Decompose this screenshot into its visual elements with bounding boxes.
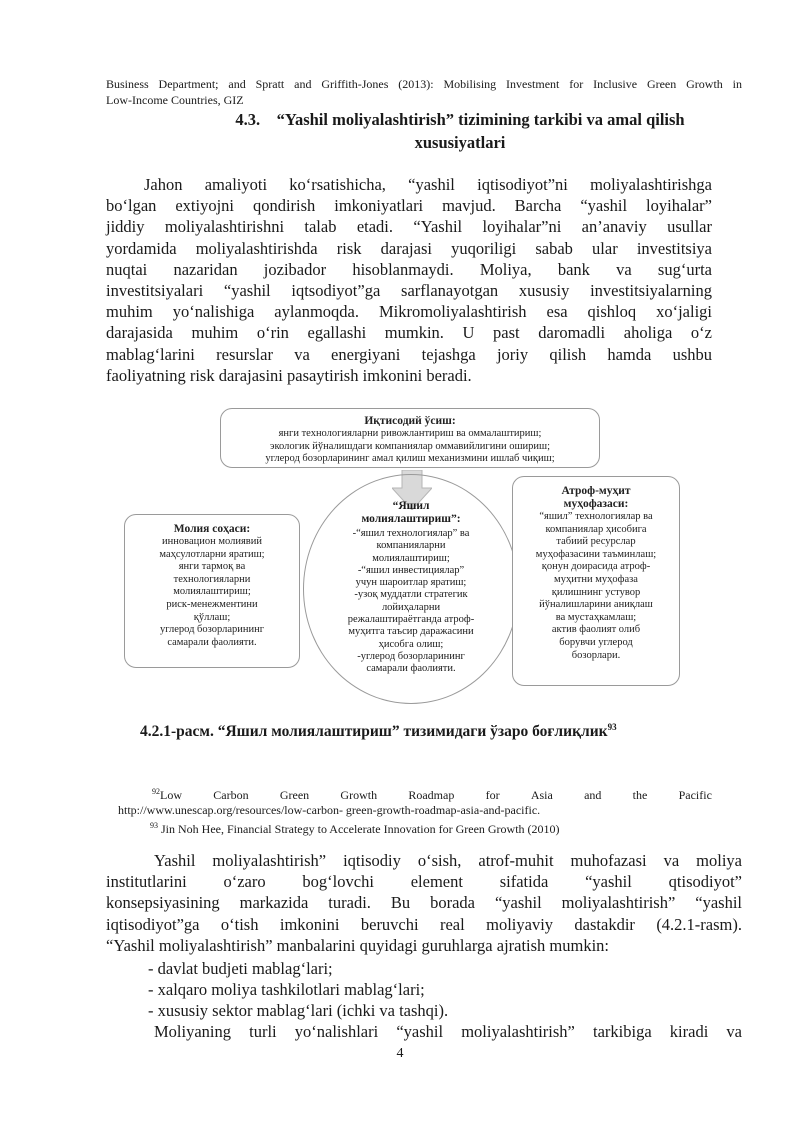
diagram — [120, 408, 690, 708]
green-finance-line: компанияларни — [376, 540, 446, 552]
green-finance-line: молиялаштириш; — [372, 552, 450, 564]
footnote-92-word: Pacific — [678, 788, 712, 802]
footnote-92-word: Green — [279, 788, 310, 802]
figure-caption — [140, 722, 617, 741]
finance-sector-line: молиялаштириш; — [173, 586, 251, 598]
finance-sector-line: қўллаш; — [193, 611, 231, 623]
paragraph-line: bo‘lgan extiyojni qondirish imkoniyatlari mavjud. Barcha “yashil loyihalar” — [106, 196, 712, 216]
paragraph-line: darajasida muhim o‘rin egallashi mumkin. U past daromadli aholiga o‘z — [106, 323, 712, 343]
finance-sector-line: янги тармоқ ва — [178, 561, 246, 573]
environment-line: қонун доирасида атроф- — [541, 561, 651, 573]
economic-growth-title: Иқтисодий ўсиш: — [364, 415, 456, 427]
footnote-92-word: Asia — [530, 788, 553, 802]
paragraph-line: Yashil moliyalashtirish” iqtisodiy o‘sish, atrof-muhit muhofazasi va moliya — [154, 851, 742, 870]
paragraph-line: konsepsiyasining markazida turadi. Bu borada “yashil moliyalashtirish” “yashil — [106, 893, 742, 913]
green-finance-title-2: молиялаштириш”: — [361, 513, 461, 525]
green-finance-line: режалаштираётганда атроф- — [347, 614, 475, 626]
economic-growth-line: янги технологияларни ривожлантириш ва оммалаштириш; — [278, 428, 542, 439]
reference-line-2: Low-Income Countries, GIZ — [106, 93, 244, 107]
footnote-92 — [118, 788, 712, 818]
paragraph-line: mablag‘larini resurslar va energiyani tejashga joriy qilish hamda ushbu — [106, 344, 712, 364]
environment-line: муҳитни муҳофаза — [554, 573, 638, 585]
green-finance-line: самарали фаолияти. — [366, 663, 456, 675]
reference-text — [106, 76, 742, 108]
green-finance-line: учун шароитлар яратиш; — [355, 577, 467, 589]
footnote-93-text: Jin Noh Hee, Financial Strategy to Accelerate Innovation for Green Growth (2010) — [161, 822, 560, 836]
continuation-paragraph — [154, 1021, 742, 1042]
footnote-92-mark: 92 — [152, 787, 160, 796]
environment-line: ва мустаҳкамлаш; — [555, 611, 637, 623]
footnote-93-mark: 93 — [150, 821, 158, 830]
environment-line: қилишнинг устувор — [551, 586, 641, 598]
section-number: 4.3. — [235, 110, 261, 129]
footnote-92-word: for — [485, 788, 500, 802]
environment-title-2: муҳофазаси: — [563, 498, 629, 510]
reference-line-1: Business Department; and Spratt and Griffith-Jones (2013): Mobilising Investment for Inclusive Green Growth in — [106, 77, 742, 91]
paragraph-line: muhim yo‘nalishiga aylanmoqda. Mikromoliyalashtirish esa qishloq xo‘jaligi — [106, 302, 712, 322]
finance-sector-title: Молия соҳаси: — [173, 523, 251, 535]
green-finance-line: -“яшил технологиялар” ва — [352, 528, 470, 539]
environment-line: йўналишларини аниқлаш — [539, 599, 653, 611]
footnote-92-word: Growth — [340, 788, 378, 802]
finance-sector-line: риск-менежментини — [166, 598, 258, 610]
sources-list — [148, 958, 448, 1021]
section-title-line-1: “Yashil moliyalashtirish” tizimining tarkibi va amal qilish — [276, 110, 685, 129]
paragraph-line: “Yashil moliyalashtirish” manbalarini quyidagi guruhlarga ajratish mumkin: — [106, 935, 610, 955]
green-finance-line: муҳитга таъсир даражасини — [348, 626, 474, 638]
paragraph-line: yordamida moliyalashtirishda risk darajasi yuqoriligi sabab ular investitsiya — [106, 238, 712, 258]
finance-sector-line: самарали фаолияти. — [167, 636, 257, 648]
list-item: - xususiy sektor mablag‘lari (ichki va tashqi). — [148, 1001, 449, 1020]
footnote-92-word: Roadmap — [408, 788, 455, 802]
green-finance-text — [310, 500, 512, 676]
green-finance-line: -“яшил инвестициялар” — [357, 564, 465, 576]
finance-sector-line: технологияларни — [173, 573, 251, 585]
paragraph-1 — [106, 174, 712, 386]
finance-sector-line: маҳсулотларни яратиш; — [159, 548, 265, 560]
footnote-92-word: and — [584, 788, 602, 802]
paragraph-line: nuqtai nazaridan jozibador hisoblanmaydi. Moliya, bank va sug‘urta — [106, 259, 712, 279]
figure-caption-text: 4.2.1-расм. “Яшил молиялаштириш” тизимидаги ўзаро боғлиқлик — [140, 723, 608, 741]
section-heading — [200, 108, 720, 154]
footnote-92-word: Low — [160, 788, 182, 802]
environment-line: муҳофазасини таъминлаш; — [535, 548, 657, 560]
environment-line: актив фаолият олиб — [551, 624, 641, 636]
environment-title-1: Атроф-муҳит — [561, 485, 631, 497]
finance-sector-line: инновацион молиявий — [162, 536, 262, 547]
green-finance-line: -углерод бозорларининг — [357, 650, 465, 662]
finance-sector-box — [124, 514, 300, 668]
footnote-92-word: Carbon — [213, 788, 249, 802]
green-finance-line: ҳисобга олиш; — [378, 638, 444, 650]
environment-line: бозорлари. — [571, 649, 621, 661]
footnote-ref-93: 93 — [607, 722, 617, 732]
footnote-92-url[interactable]: http://www.unescap.org/resources/low-carbon- green-growth-roadmap-asia-and-pacific. — [118, 803, 541, 817]
paragraph-line: Jahon amaliyoti ko‘rsatishicha, “yashil iqtisodiyot”ni moliyalashtirishga — [144, 175, 712, 194]
paragraph-line: faoliyatning risk darajasini pasaytirish imkonini beradi. — [106, 365, 472, 385]
economic-growth-line: углерод бозорларининг амал қилиш механизмини ишлаб чиқиш; — [265, 453, 555, 465]
page-number: 4 — [396, 1046, 404, 1061]
environment-box — [512, 476, 680, 686]
footnote-92-word: the — [632, 788, 648, 802]
paragraph-line: jiddiy moliyalashtirishni talab etadi. “Yashil loyihalar”ni an’anaviy usullar — [106, 217, 712, 237]
paragraph-line: investitsiyalari “yashil iqtsodiyot”ga sarflanayotgan xususiy investitsiyalarning — [106, 281, 712, 301]
paragraph-line: iqtisodiyot”ga o‘tish imkonini beruvchi real moliyaviy dastakdir (4.2.1-rasm). — [106, 914, 742, 934]
list-item: - davlat budjeti mablag‘lari; — [148, 959, 333, 978]
footnote-93 — [150, 818, 560, 837]
footnote-92-line — [118, 788, 712, 803]
green-finance-line: лойиҳаларни — [381, 601, 441, 613]
finance-sector-line: углерод бозорларининг — [159, 624, 265, 636]
environment-line: компаниялар ҳисобига — [545, 523, 647, 535]
paragraph-2 — [106, 850, 742, 956]
list-item: - xalqaro moliya tashkilotlari mablag‘lari; — [148, 980, 425, 999]
environment-line: “яшил” технологиялар ва — [539, 511, 653, 522]
section-title-line-2: xususiyatlari — [414, 133, 506, 152]
economic-growth-box — [220, 408, 600, 468]
environment-line: табиий ресурслар — [556, 536, 636, 548]
green-finance-title-1: “Яшил — [392, 500, 430, 512]
environment-line: борувчи углерод — [559, 636, 633, 648]
economic-growth-line: экологик йўналишдаги компаниялар оммавийлигини ошириш; — [269, 440, 551, 452]
green-finance-line: -узоқ муддатли стратегик — [354, 589, 468, 601]
paragraph-line: Moliyaning turli yo‘nalishlari “yashil moliyalashtirish” tarkibiga kiradi va — [154, 1022, 742, 1041]
paragraph-line: institutlarini o‘zaro bog‘lovchi element sifatida “yashil qtisodiyot” — [106, 872, 742, 892]
